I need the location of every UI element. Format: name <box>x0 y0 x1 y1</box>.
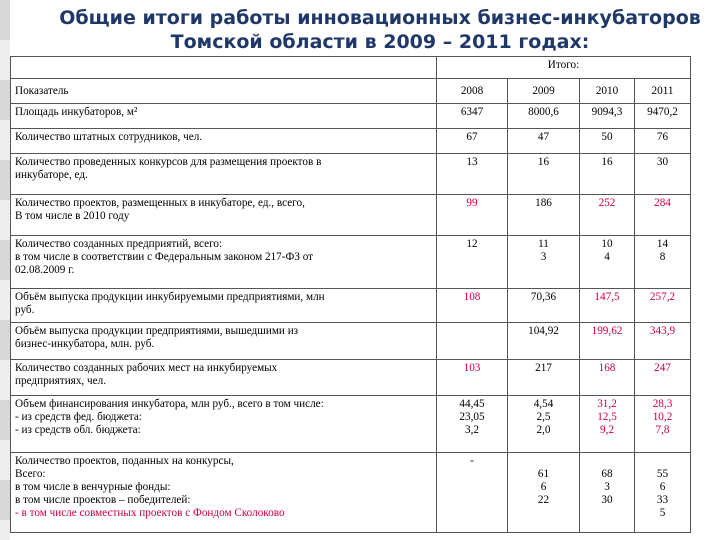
value-cell-2011 <box>635 396 691 453</box>
cell-value: 30 <box>656 156 669 168</box>
table-row <box>11 289 691 323</box>
row-label-line: Объем финансирования инкубатора, млн руб., всего в том числе: <box>15 398 324 410</box>
cell-value: 343,9 <box>649 325 676 337</box>
cell-value: 99 <box>466 197 478 209</box>
value-cell-2011 <box>635 289 691 323</box>
title-line-1: Общие итоги работы инновационных бизнес-инкубаторов <box>59 7 701 29</box>
row-label <box>11 236 437 289</box>
value-cell-2011 <box>635 195 691 236</box>
cell-value: 9094,3 <box>591 106 623 118</box>
cell-value: 10,2 <box>652 411 673 423</box>
value-cell-2010 <box>580 360 635 396</box>
row-label <box>11 195 437 236</box>
table-row <box>11 129 691 154</box>
cell-value: 103 <box>463 362 481 374</box>
cell-value: 16 <box>601 156 613 168</box>
cell-value: 10 <box>601 238 613 250</box>
cell-value: 76 <box>656 131 669 143</box>
cell-value: 5 <box>659 507 666 519</box>
value-cell-2010 <box>580 289 635 323</box>
value-cell-2011 <box>635 236 691 289</box>
value-cell-2008 <box>437 360 508 396</box>
cell-value: 28,3 <box>652 398 673 410</box>
cell-value: 61 <box>537 468 550 480</box>
value-cell-2008 <box>437 195 508 236</box>
cell-value: 50 <box>601 131 613 143</box>
cell-value: 252 <box>598 197 616 209</box>
row-label-line: предприятиях, чел. <box>15 375 106 387</box>
row-label <box>11 360 437 396</box>
cell-value: 9,2 <box>600 424 614 436</box>
cell-value: - <box>470 455 474 467</box>
cell-value: 6 <box>540 481 547 493</box>
value-cell-2010 <box>580 195 635 236</box>
results-table <box>10 56 691 533</box>
value-cell-2009 <box>508 236 580 289</box>
cell-value: 68 <box>601 468 613 480</box>
row-label <box>11 154 437 195</box>
cell-value <box>581 455 633 468</box>
cell-value: 12,5 <box>597 411 617 423</box>
value-cell-2011 <box>635 453 691 533</box>
table-row <box>11 154 691 195</box>
row-label-line: Площадь инкубаторов, м² <box>15 106 138 118</box>
year-header-2010: 2010 <box>580 79 635 104</box>
total-header-row <box>11 57 691 79</box>
cell-value: 33 <box>656 494 669 506</box>
row-label <box>11 129 437 154</box>
value-cell-2009 <box>508 360 580 396</box>
cell-value: 67 <box>466 131 478 143</box>
value-cell-2010 <box>580 129 635 154</box>
value-cell-2008 <box>437 323 508 360</box>
total-header-cell: Итого: <box>437 57 691 79</box>
cell-value: 6 <box>659 481 666 493</box>
row-label <box>11 104 437 129</box>
cell-value <box>636 455 689 468</box>
cell-value: 2,5 <box>536 411 551 423</box>
cell-value: 23,05 <box>459 411 485 423</box>
cell-value: 13 <box>466 156 478 168</box>
cell-value: 12 <box>466 238 478 250</box>
row-label <box>11 289 437 323</box>
table-row <box>11 236 691 289</box>
cell-value: 3 <box>604 481 610 493</box>
page-title <box>40 6 720 54</box>
value-cell-2008 <box>437 154 508 195</box>
table-row <box>11 360 691 396</box>
value-cell-2010 <box>580 453 635 533</box>
cell-value <box>509 455 578 468</box>
cell-value: 6347 <box>460 106 484 118</box>
cell-value: 247 <box>654 362 671 374</box>
row-label <box>11 396 437 453</box>
row-label-line: Всего: <box>15 468 46 480</box>
title-line-2: Томской области в 2009 – 2011 годах: <box>170 31 590 53</box>
row-label-line: инкубаторе, ед. <box>15 169 88 181</box>
row-label-line: Количество созданных рабочих мест на инкубируемых <box>15 362 278 374</box>
cell-value: 168 <box>598 362 616 374</box>
value-cell-2010 <box>580 323 635 360</box>
cell-value: 108 <box>463 291 481 303</box>
row-label-line: в том числе в соответствии с Федеральным законом 217-ФЗ от <box>15 251 314 263</box>
row-label-line: Количество штатных сотрудников, чел. <box>15 131 203 143</box>
value-cell-2010 <box>580 396 635 453</box>
cell-value: 8000,6 <box>528 106 559 118</box>
cell-value: 44,45 <box>459 398 485 410</box>
cell-value: 55 <box>656 468 669 480</box>
value-cell-2008 <box>437 453 508 533</box>
table-row <box>11 453 691 533</box>
row-label-line: Количество проведенных конкурсов для размещения проектов в <box>15 156 322 168</box>
value-cell-2009 <box>508 195 580 236</box>
cell-value: 257,2 <box>649 291 676 303</box>
value-cell-2011 <box>635 323 691 360</box>
value-cell-2008 <box>437 289 508 323</box>
cell-value: 2,0 <box>536 424 551 436</box>
value-cell-2008 <box>437 104 508 129</box>
cell-value: 186 <box>535 197 552 209</box>
value-cell-2009 <box>508 453 580 533</box>
cell-value: 16 <box>537 156 550 168</box>
year-header-2008: 2008 <box>437 79 508 104</box>
cell-value: 104,92 <box>528 325 559 337</box>
indicator-header: Показатель <box>11 79 437 104</box>
row-label-line: в том числе в венчурные фонды: <box>15 481 171 493</box>
row-label-line: Количество созданных предприятий, всего: <box>15 238 223 250</box>
blank-header-cell <box>11 57 437 79</box>
value-cell-2009 <box>508 396 580 453</box>
cell-value: 4 <box>604 251 610 263</box>
row-label-line: руб. <box>15 304 35 316</box>
value-cell-2008 <box>437 396 508 453</box>
value-cell-2009 <box>508 104 580 129</box>
value-cell-2009 <box>508 323 580 360</box>
year-header-2011: 2011 <box>635 79 691 104</box>
table-row <box>11 396 691 453</box>
cell-value: 47 <box>537 131 550 143</box>
row-label-line: - из средств фед. бюджета: <box>15 411 142 423</box>
value-cell-2011 <box>635 154 691 195</box>
row-label-line: в том числе проектов – победителей: <box>15 494 191 506</box>
cell-value: 30 <box>601 494 613 506</box>
cell-value: 7,8 <box>655 424 670 436</box>
row-label-line: - в том числе совместных проектов с Фондом Сколоково <box>15 507 285 519</box>
value-cell-2010 <box>580 236 635 289</box>
row-label-line: 02.08.2009 г. <box>15 264 75 276</box>
year-header-2009: 2009 <box>508 79 580 104</box>
value-cell-2010 <box>580 154 635 195</box>
table-row <box>11 195 691 236</box>
row-label-line: Количество проектов, поданных на конкурсы, <box>15 455 234 467</box>
row-label-line: бизнес-инкубатора, млн. руб. <box>15 338 155 350</box>
row-label-line: - из средств обл. бюджета: <box>15 424 141 436</box>
row-label-line: Объём выпуска продукции инкубируемыми предприятиями, млн <box>15 291 325 303</box>
value-cell-2009 <box>508 154 580 195</box>
cell-value: 147,5 <box>594 291 620 303</box>
decorative-side-bar <box>0 0 10 540</box>
value-cell-2011 <box>635 104 691 129</box>
cell-value: 9470,2 <box>647 106 678 118</box>
cell-value: 4,54 <box>533 398 554 410</box>
row-label-line: Количество проектов, размещенных в инкубаторе, ед., всего, <box>15 197 305 209</box>
cell-value: 217 <box>535 362 552 374</box>
cell-value: 3,2 <box>465 424 479 436</box>
column-header-row <box>11 79 691 104</box>
cell-value: 22 <box>537 494 550 506</box>
value-cell-2009 <box>508 129 580 154</box>
cell-value: 14 <box>656 238 669 250</box>
row-label <box>11 453 437 533</box>
cell-value: 284 <box>654 197 671 209</box>
cell-value: 199,62 <box>591 325 623 337</box>
cell-value: 8 <box>659 251 666 263</box>
cell-value: 11 <box>538 238 549 250</box>
table-row <box>11 323 691 360</box>
value-cell-2010 <box>580 104 635 129</box>
row-label-line: В том числе в 2010 году <box>15 210 130 222</box>
value-cell-2008 <box>437 236 508 289</box>
value-cell-2011 <box>635 360 691 396</box>
row-label <box>11 323 437 360</box>
value-cell-2011 <box>635 129 691 154</box>
table-row <box>11 104 691 129</box>
row-label-line: Объём выпуска продукции предприятиями, вышедшими из <box>15 325 299 337</box>
cell-value: 31,2 <box>597 398 617 410</box>
value-cell-2008 <box>437 129 508 154</box>
value-cell-2009 <box>508 289 580 323</box>
cell-value: 3 <box>540 251 547 263</box>
cell-value: 70,36 <box>530 291 557 303</box>
